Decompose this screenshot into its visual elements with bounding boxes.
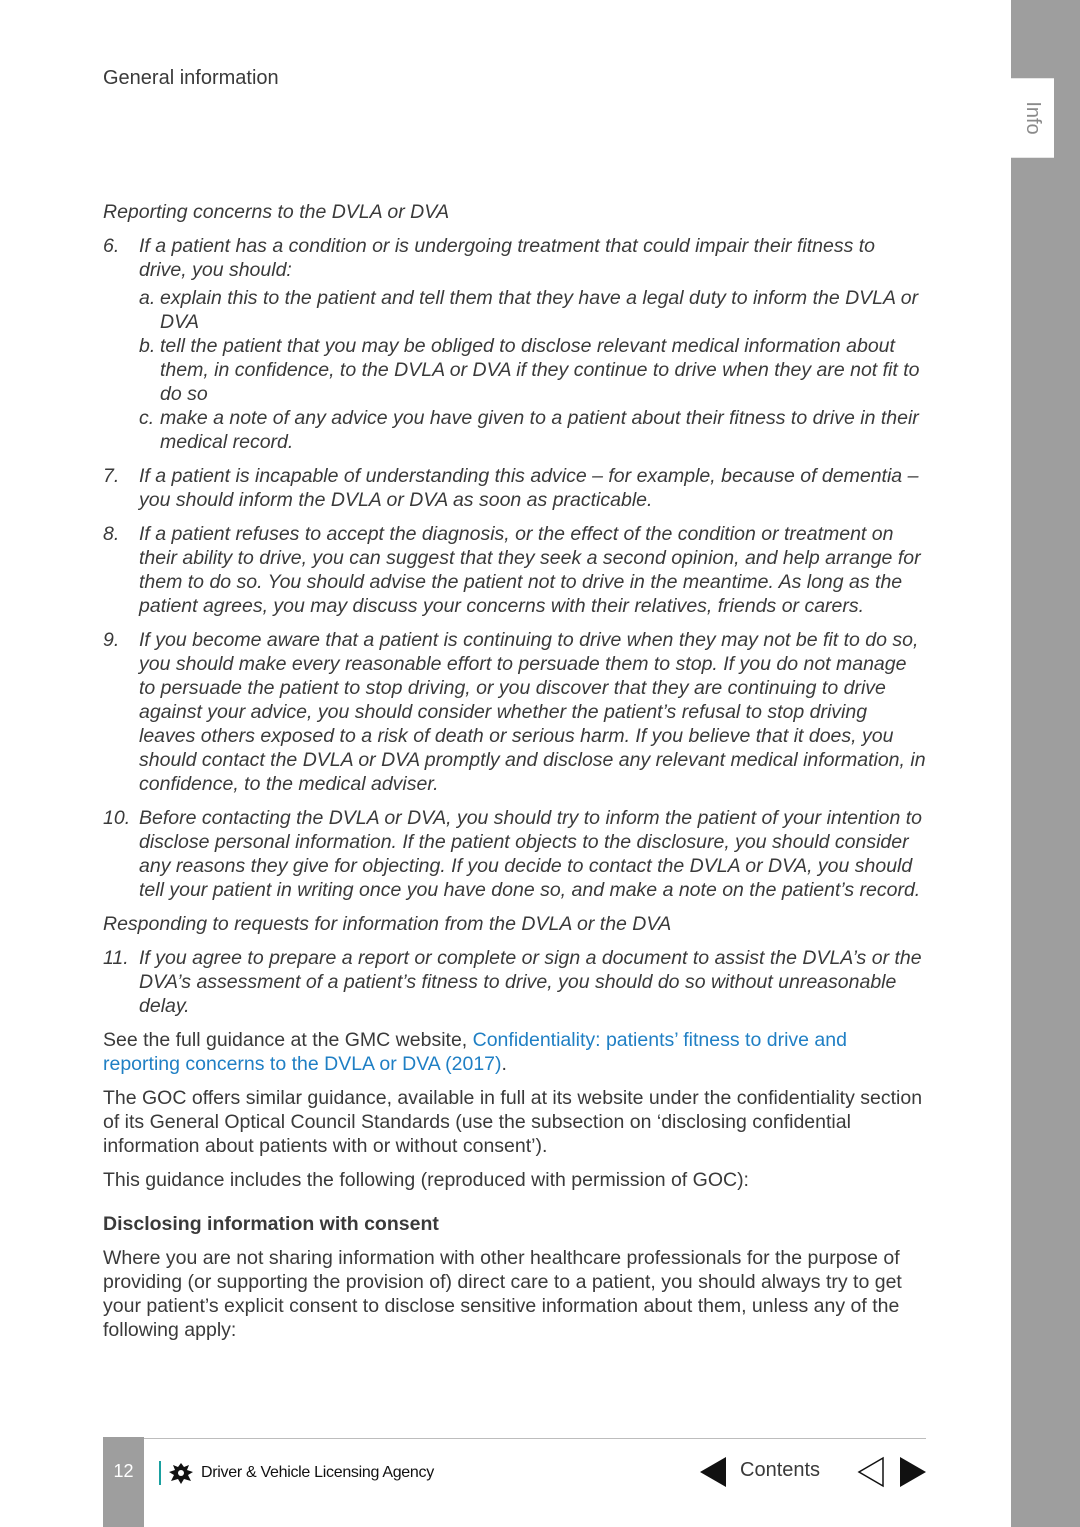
section-heading-responding: Responding to requests for information from the DVLA or the DVA — [103, 913, 672, 935]
logo-bar — [159, 1461, 161, 1485]
sub-text: make a note of any advice you have given to a patient about their fitness to drive in their medical record. — [160, 407, 919, 453]
next-arrow-icon[interactable] — [899, 1456, 927, 1488]
list-item-11 — [103, 946, 928, 1018]
item-number: 7. — [103, 465, 120, 487]
footer-divider — [144, 1438, 926, 1439]
gmc-guidance-link[interactable]: Confidentiality: patients’ fitness to drive and reporting concerns to the DVLA or DVA (2017) — [103, 1029, 847, 1075]
item-text: If a patient is incapable of understanding this advice – for example, because of dementia – you should inform the DVLA or DVA as soon as practicable. — [139, 465, 919, 511]
item-number: 9. — [103, 629, 120, 651]
item-text: If a patient has a condition or is undergoing treatment that could impair their fitness to drive, you should: — [139, 235, 876, 281]
main-content — [103, 200, 928, 1352]
consent-heading: Disclosing information with consent — [103, 1213, 439, 1235]
agency-logo — [159, 1460, 434, 1486]
item-text: Before contacting the DVLA or DVA, you should try to inform the patient of your intention to disclose personal information. If the patient objects to the disclosure, you should consider any reasons they give for objecting. If you decide to contact the DVLA or DVA, you should tell your patient in writing once you have done so, and make a note on the patient’s record. — [139, 807, 922, 901]
item-text: If you agree to prepare a report or complete or sign a document to assist the DVLA’s or the DVA’s assessment of a patient’s fitness to drive, you should do so without unreasonable delay. — [139, 947, 922, 1017]
page-number-box — [103, 1437, 144, 1527]
info-tab-label: Info — [1022, 101, 1044, 135]
back-outline-arrow-icon[interactable] — [857, 1456, 885, 1488]
sub-item-c — [139, 406, 928, 454]
list-item-7 — [103, 464, 928, 512]
info-tab[interactable] — [1011, 78, 1054, 158]
item-number: 11. — [103, 947, 129, 969]
royal-crest-icon — [167, 1461, 195, 1485]
sub-letter: b. — [139, 335, 156, 357]
sub-list — [139, 286, 928, 454]
sub-letter: c. — [139, 407, 155, 429]
section-heading-reporting: Reporting concerns to the DVLA or DVA — [103, 201, 450, 223]
page-header: General information — [103, 67, 279, 89]
sub-text: explain this to the patient and tell them that they have a legal duty to inform the DVLA or DVA — [160, 287, 919, 333]
guidance-suffix: . — [501, 1053, 507, 1075]
list-item-9 — [103, 628, 928, 796]
item-number: 10. — [103, 807, 131, 829]
consent-paragraph: Where you are not sharing information with other healthcare professionals for the purpose of providing (or supporting the provision of) direct care to a patient, you should always try to get your patient’s explicit consent to disclose sensitive information about them, unless any of the following apply: — [103, 1247, 902, 1341]
item-text: If a patient refuses to accept the diagnosis, or the effect of the condition or treatment on their ability to drive, you can suggest that they seek a second opinion, and help arrange for them to do so. You should advise the patient not to drive in the meantime. As long as the patient agrees, you may discuss your concerns with their relatives, friends or carers. — [139, 523, 921, 617]
guidance-paragraph — [103, 1028, 928, 1076]
sub-text: tell the patient that you may be obliged to disclose relevant medical information about them, in confidence, to the DVLA or DVA if they continue to drive when they are not fit to do so — [160, 335, 920, 405]
side-bar — [1011, 0, 1080, 1527]
sub-item-a — [139, 286, 928, 334]
contents-link[interactable]: Contents — [740, 1459, 821, 1481]
item-text: If you become aware that a patient is continuing to drive when they may not be fit to do so, you should make every reasonable effort to persuade them to stop. If you do not manage to persuade the patient to stop driving, or you discover that they are continuing to drive against your advice, you should consider whether the patient’s refusal to stop driving leaves others exposed to a risk of death or serious harm. If you believe that it does, you should contact the DVLA or DVA promptly and disclose any relevant medical information, in confidence, to the medical adviser. — [139, 629, 926, 795]
previous-arrow-icon[interactable] — [699, 1456, 727, 1488]
sub-letter: a. — [139, 287, 156, 309]
sub-item-b — [139, 334, 928, 406]
page-number: 12 — [113, 1461, 134, 1481]
guidance-prefix: See the full guidance at the GMC website, — [103, 1029, 473, 1051]
list-item-6 — [103, 234, 928, 454]
goc-paragraph: The GOC offers similar guidance, available in full at its website under the confidentiality section of its General Optical Council Standards (use the subsection on ‘disclosing confidential information about patients with or without consent’). — [103, 1087, 923, 1157]
item-number: 8. — [103, 523, 120, 545]
list-item-8 — [103, 522, 928, 618]
goc-includes-paragraph: This guidance includes the following (reproduced with permission of GOC): — [103, 1169, 749, 1191]
agency-name: Driver & Vehicle Licensing Agency — [201, 1464, 434, 1481]
item-number: 6. — [103, 235, 120, 257]
list-item-10 — [103, 806, 928, 902]
